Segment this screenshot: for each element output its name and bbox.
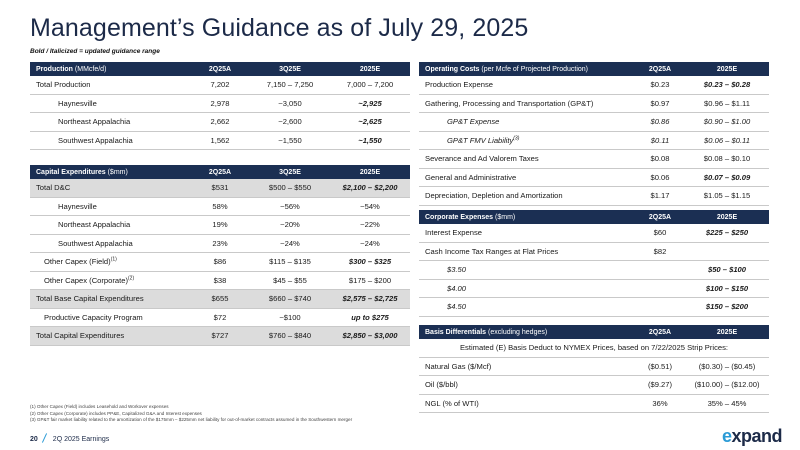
header-label: Operating Costs — [425, 65, 480, 73]
header-col: 2025E — [330, 165, 410, 179]
row-label: NGL (% of WTI) — [419, 394, 635, 413]
header-label: Production — [36, 65, 73, 73]
table-row — [30, 216, 410, 235]
cell: 7,202 — [190, 76, 250, 94]
header-col: 3Q25E — [250, 165, 330, 179]
row-label: $3.50 — [419, 261, 635, 280]
basis-subheader: Estimated (E) Basis Deduct to NYMEX Prices, based on 7/22/2025 Strip Prices: — [419, 339, 769, 357]
cell: $0.23 — [635, 76, 685, 94]
header-col: 2025E — [330, 62, 410, 76]
header-unit: (per Mcfe of Projected Production) — [481, 65, 589, 73]
row-label: $4.50 — [419, 298, 635, 317]
cell: up to $275 — [330, 308, 410, 327]
table-row — [419, 298, 769, 317]
cell: ~2,925 — [330, 94, 410, 113]
cell: 7,150 – 7,250 — [250, 76, 330, 94]
cell: $100 – $150 — [685, 279, 769, 298]
cell: $300 – $325 — [330, 253, 410, 272]
cell: $0.11 — [635, 131, 685, 150]
header-unit: (MMcfe/d) — [74, 65, 107, 73]
table-row — [419, 357, 769, 376]
cell: $175 – $200 — [330, 271, 410, 290]
footnote-ref: (3) — [513, 135, 520, 142]
footer-label: 2Q 2025 Earnings — [52, 436, 110, 443]
row-label: GP&T FMV Liability — [447, 135, 514, 145]
header-unit: (excluding hedges) — [488, 328, 548, 336]
cell: $72 — [190, 308, 250, 327]
table-row — [30, 253, 410, 272]
row-label: Southwest Appalachia — [30, 131, 190, 150]
table-row — [30, 131, 410, 150]
table-header — [30, 62, 410, 76]
row-label: Depreciation, Depletion and Amortization — [419, 187, 635, 206]
cell: 23% — [190, 234, 250, 253]
row-label: Southwest Appalachia — [30, 234, 190, 253]
row-label: Other Capex (Corporate) — [44, 275, 128, 285]
cell: $86 — [190, 253, 250, 272]
header-col: 2025E — [685, 325, 769, 339]
basis-differentials-table — [419, 325, 769, 413]
row-label: $4.00 — [419, 279, 635, 298]
header-col: 2Q25A — [635, 325, 685, 339]
cell: $0.86 — [635, 113, 685, 132]
header-col: 2025E — [685, 210, 769, 224]
table-row — [30, 327, 410, 346]
production-table — [30, 62, 410, 150]
table-row — [419, 242, 769, 261]
cell: $225 – $250 — [685, 224, 769, 242]
table-row — [419, 76, 769, 94]
cell — [635, 261, 685, 280]
row-label: General and Administrative — [419, 168, 635, 187]
cell: ~56% — [250, 197, 330, 216]
cell: ($9.27) — [635, 376, 685, 395]
header-label: Basis Differentials — [425, 328, 487, 336]
cell: ($10.00) – ($12.00) — [685, 376, 769, 395]
cell: $0.08 — [635, 150, 685, 169]
table-header — [30, 165, 410, 179]
cell: $0.08 – $0.10 — [685, 150, 769, 169]
table-row — [30, 271, 410, 290]
footnote: (3) GP&T fair market liability related to the amortization of the $175mm – $225mm net liability for out-of-market contracts assumed in the Southwestern merger — [30, 417, 353, 423]
table-row — [419, 339, 769, 357]
cell: $0.96 – $1.11 — [685, 94, 769, 113]
row-label: Total Production — [30, 76, 190, 94]
header-unit: ($mm) — [495, 213, 516, 221]
row-label: Other Capex (Field) — [44, 257, 111, 267]
cell: $82 — [635, 242, 685, 261]
row-label: Production Expense — [419, 76, 635, 94]
cell: 2,978 — [190, 94, 250, 113]
header-unit: ($mm) — [107, 168, 128, 176]
cell: 7,000 – 7,200 — [330, 76, 410, 94]
cell: ~54% — [330, 197, 410, 216]
header-label: Capital Expenditures — [36, 168, 106, 176]
corporate-expenses-table — [419, 210, 769, 317]
divider-icon — [42, 433, 47, 442]
header-label: Corporate Expenses — [425, 213, 494, 221]
footnotes — [30, 404, 352, 424]
cell: $0.97 — [635, 94, 685, 113]
cell: $0.23 – $0.28 — [685, 76, 769, 94]
cell — [685, 242, 769, 261]
row-label: GP&T Expense — [419, 113, 635, 132]
row-label: Cash Income Tax Ranges at Flat Prices — [419, 242, 635, 261]
footnote-ref: (2) — [128, 275, 135, 282]
table-row — [30, 290, 410, 309]
cell: 58% — [190, 197, 250, 216]
cell: $50 – $100 — [685, 261, 769, 280]
cell: ~24% — [250, 234, 330, 253]
table-row — [30, 76, 410, 94]
table-row — [419, 187, 769, 206]
table-header — [419, 325, 769, 339]
row-label: Productive Capacity Program — [30, 308, 190, 327]
cell: 19% — [190, 216, 250, 235]
expand-logo: expand — [722, 426, 783, 446]
cell: ~$100 — [250, 308, 330, 327]
row-label: Total Base Capital Expenditures — [30, 290, 190, 309]
cell: $531 — [190, 179, 250, 197]
table-row — [419, 279, 769, 298]
cell: ($0.51) — [635, 357, 685, 376]
cell: ~3,050 — [250, 94, 330, 113]
cell: $2,100 – $2,200 — [330, 179, 410, 197]
row-label: Total D&C — [30, 179, 190, 197]
row-label: Northeast Appalachia — [30, 216, 190, 235]
cell: $2,575 – $2,725 — [330, 290, 410, 309]
row-label: Northeast Appalachia — [30, 113, 190, 132]
row-label: Haynesville — [30, 94, 190, 113]
cell: ($0.30) – ($0.45) — [685, 357, 769, 376]
cell: 1,562 — [190, 131, 250, 150]
cell: $1.05 – $1.15 — [685, 187, 769, 206]
cell: $660 – $740 — [250, 290, 330, 309]
guidance-note: Bold / Italicized = updated guidance range — [30, 48, 160, 55]
operating-costs-table — [419, 62, 769, 206]
cell: $0.07 – $0.09 — [685, 168, 769, 187]
capex-table — [30, 165, 410, 346]
table-row — [419, 394, 769, 413]
cell: ~1,550 — [330, 131, 410, 150]
row-label: Natural Gas ($/Mcf) — [419, 357, 635, 376]
cell: ~22% — [330, 216, 410, 235]
row-label: Severance and Ad Valorem Taxes — [419, 150, 635, 169]
cell: $115 – $135 — [250, 253, 330, 272]
cell: $0.06 — [635, 168, 685, 187]
cell: ~20% — [250, 216, 330, 235]
cell: $500 – $550 — [250, 179, 330, 197]
table-row — [419, 376, 769, 395]
row-label: Total Capital Expenditures — [30, 327, 190, 346]
cell: 2,662 — [190, 113, 250, 132]
header-col: 2Q25A — [635, 62, 685, 76]
row-label: Oil ($/bbl) — [419, 376, 635, 395]
cell: $1.17 — [635, 187, 685, 206]
table-row — [419, 168, 769, 187]
cell: $655 — [190, 290, 250, 309]
cell: $0.90 – $1.00 — [685, 113, 769, 132]
header-col: 3Q25E — [250, 62, 330, 76]
table-row — [30, 234, 410, 253]
footnote: (2) Other Capex (Corporate) includes PP&E, Capitalized G&A and Interest expenses — [30, 410, 202, 416]
cell: ~2,625 — [330, 113, 410, 132]
row-label: Haynesville — [30, 197, 190, 216]
table-row — [419, 113, 769, 132]
table-row — [419, 131, 769, 150]
cell: 36% — [635, 394, 685, 413]
cell: $0.06 – $0.11 — [685, 131, 769, 150]
header-col: 2025E — [685, 62, 769, 76]
cell: ~1,550 — [250, 131, 330, 150]
cell: $150 – $200 — [685, 298, 769, 317]
cell: $45 – $55 — [250, 271, 330, 290]
table-row — [419, 94, 769, 113]
footnote-ref: (1) — [110, 256, 117, 263]
cell: $60 — [635, 224, 685, 242]
table-row — [30, 94, 410, 113]
table-row — [419, 261, 769, 280]
row-label: Interest Expense — [419, 224, 635, 242]
table-row — [419, 150, 769, 169]
cell — [635, 298, 685, 317]
header-col: 2Q25A — [190, 62, 250, 76]
header-col: 2Q25A — [635, 210, 685, 224]
cell: $760 – $840 — [250, 327, 330, 346]
table-row — [30, 197, 410, 216]
table-row — [30, 308, 410, 327]
page-title: Management’s Guidance as of July 29, 2025 — [30, 14, 529, 42]
cell: $2,850 – $3,000 — [330, 327, 410, 346]
footnote: (1) Other Capex (Field) includes Leasehold and Workover expenses — [30, 404, 169, 409]
cell — [635, 279, 685, 298]
table-header — [419, 62, 769, 76]
header-col: 2Q25A — [190, 165, 250, 179]
cell: ~2,600 — [250, 113, 330, 132]
page-number: 20 — [30, 436, 38, 443]
table-row — [30, 179, 410, 197]
table-row — [419, 224, 769, 242]
cell: ~24% — [330, 234, 410, 253]
cell: 35% – 45% — [685, 394, 769, 413]
cell: $727 — [190, 327, 250, 346]
footer — [30, 433, 109, 443]
table-row — [30, 113, 410, 132]
cell: $38 — [190, 271, 250, 290]
table-header — [419, 210, 769, 224]
row-label: Gathering, Processing and Transportation (GP&T) — [419, 94, 635, 113]
